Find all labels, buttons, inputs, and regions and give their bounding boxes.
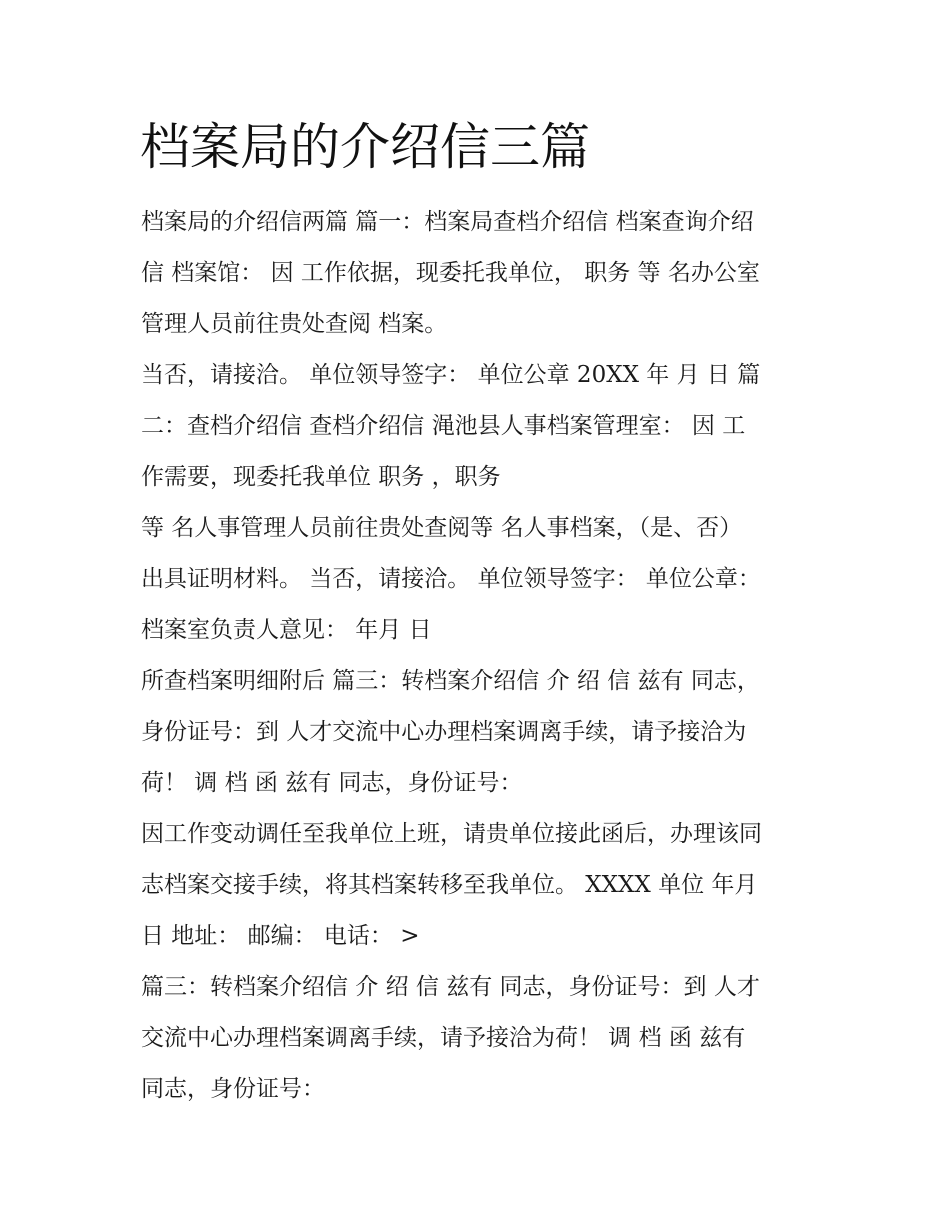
document-title: 档案局的介绍信三篇 [140,118,590,176]
body-line: 作需要，现委托我单位 职务 ，职务 [141,464,501,490]
body-line: 管理人员前往贵处查阅 档案。 [141,311,448,337]
body-line: 所查档案明细附后 篇三：转档案介绍信 介 绍 信 兹有 同志， [141,668,760,694]
body-line: 日 地址： 邮编： 电话： > [141,923,420,949]
body-line: 出具证明材料。 当否，请接洽。 单位领导签字： 单位公章： [141,566,761,592]
body-line: 等 名人事管理人员前往贵处查阅等 名人事档案，（是、否） [141,515,743,541]
body-line: 当否，请接洽。 单位领导签字： 单位公章 20XX 年 月 日 篇 [141,362,761,388]
body-line: 志档案交接手续，将其档案转移至我单位。 XXXX 单位 年月 [141,872,758,898]
body-line: 荷！ 调 档 函 兹有 同志，身份证号： [141,770,523,796]
body-line: 信 档案馆： 因 工作依据，现委托我单位， 职务 等 名办公室 [141,260,760,286]
body-line: 档案局的介绍信两篇 篇一：档案局查档介绍信 档案查询介绍 [141,209,754,235]
body-line: 同志，身份证号： [141,1076,325,1102]
body-line: 因工作变动调任至我单位上班，请贵单位接此函后，办理该同 [141,821,762,847]
body-line: 篇三：转档案介绍信 介 绍 信 兹有 同志，身份证号：到 人才 [141,974,760,1000]
body-line: 档案室负责人意见： 年月 日 [141,617,432,643]
body-line: 身份证号：到 人才交流中心办理档案调离手续，请予接洽为 [141,719,747,745]
body-line: 交流中心办理档案调离手续，请予接洽为荷！ 调 档 函 兹有 [141,1025,746,1051]
body-line: 二：查档介绍信 查档介绍信 渑池县人事档案管理室： 因 工 [141,413,746,439]
document-body [141,197,821,1115]
